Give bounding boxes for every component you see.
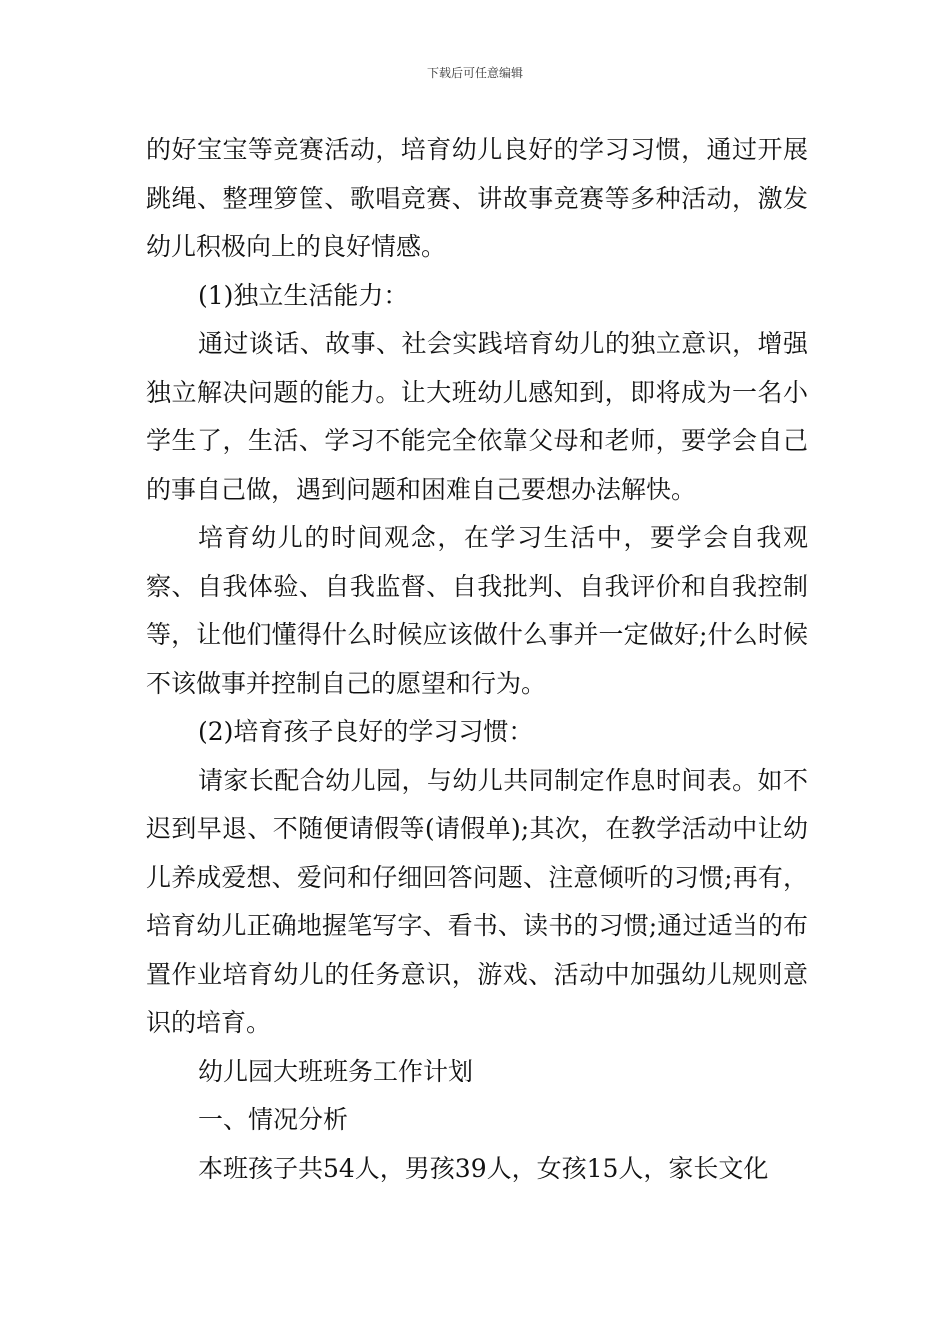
- subheading-study-habits: (2)培育孩子良好的学习习惯：: [198, 717, 534, 746]
- paragraph-parent-cooperation: 请家长配合幼儿园，与幼儿共同制定作息时间表。如不迟到早退、不随便请假等(请假单);其次，在教学活动中让幼儿养成爱想、爱问和仔细回答问题、注意倾听的习惯;再有，培育幼儿正确地握笔写字、看书、读书的习惯;通过适当的布置作业培育幼儿的任务意识，游戏、活动中加强幼儿规则意识的培育。: [146, 765, 808, 1037]
- page-header-note: 下载后可任意编辑: [426, 66, 523, 80]
- paragraph-class-stats: 本班孩子共54人，男孩39人，女孩15人，家长文化: [198, 1153, 769, 1183]
- document-body: [146, 126, 808, 1193]
- section-title-class-plan: 幼儿园大班班务工作计划: [198, 1056, 474, 1086]
- subheading-independent-living: (1)独立生活能力：: [198, 280, 409, 310]
- paragraph-independence: 通过谈话、故事、社会实践培育幼儿的独立意识，增强独立解决问题的能力。让大班幼儿感知到，即将成为一名小学生了，生活、学习不能完全依靠父母和老师，要学会自己的事自己做，遇到问题和困难自己要想办法解快。: [146, 329, 808, 504]
- paragraph-time-concept: 培育幼儿的时间观念，在学习生活中，要学会自我观察、自我体验、自我监督、自我批判、自我评价和自我控制等，让他们懂得什么时候应该做什么事并一定做好;什么时候不该做事并控制自己的愿望和行为。: [146, 523, 808, 698]
- paragraph-continuation: 的好宝宝等竞赛活动，培育幼儿良好的学习习惯，通过开展跳绳、整理箩筐、歌唱竞赛、讲故事竞赛等多种活动，激发幼儿积极向上的良好情感。: [146, 135, 808, 261]
- section-heading-situation: 一、情况分析: [198, 1105, 349, 1134]
